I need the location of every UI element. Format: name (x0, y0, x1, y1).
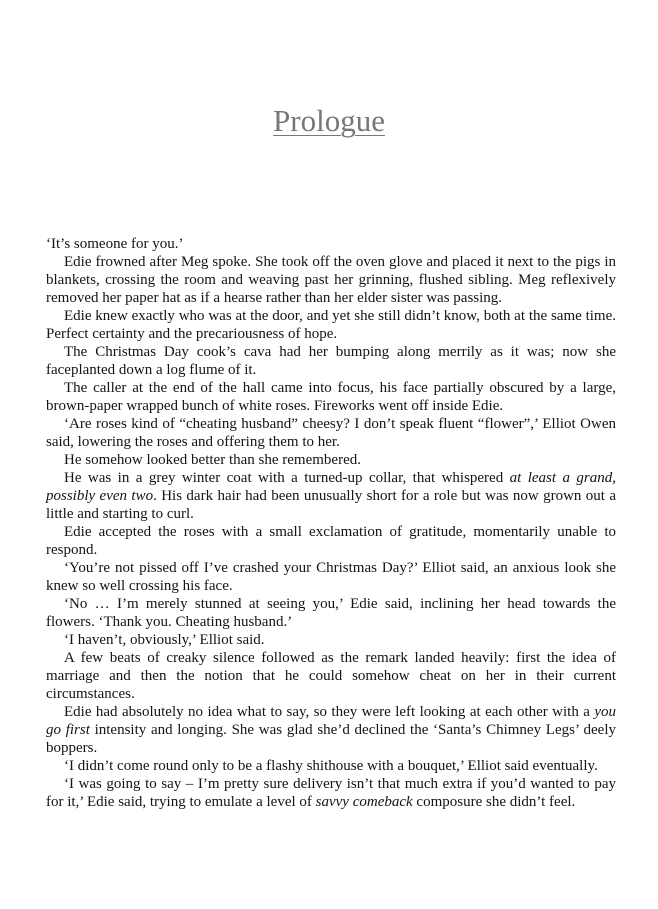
text-run: ‘I was going to say – I’m pretty sure delivery isn’t that much extra if you’d wanted to pay for it,’ Edie said, trying to emulate a level of (46, 776, 616, 810)
italic-text: you go first (46, 704, 616, 738)
paragraph (46, 235, 616, 253)
paragraph (46, 379, 616, 415)
paragraph (46, 775, 616, 811)
paragraph (46, 559, 616, 595)
text-run: Edie frowned after Meg spoke. She took off the oven glove and placed it next to the pigs in blankets, crossing the room and weaving past her grinning, flushed sibling. Meg reflexively removed her paper hat as if a hearse rather than her elder sister was passing. (46, 254, 616, 306)
paragraph (46, 307, 616, 343)
italic-text: at least a grand, possibly even two (46, 470, 616, 504)
paragraph (46, 703, 616, 757)
paragraph (46, 595, 616, 631)
text-run: He somehow looked better than she remembered. (64, 452, 361, 468)
text-run: The caller at the end of the hall came into focus, his face partially obscured by a large, brown-paper wrapped bunch of white roses. Fireworks went off inside Edie. (46, 380, 616, 414)
text-run: . His dark hair had been unusually short for a role but was now grown out a little and starting to curl. (46, 488, 616, 522)
text-run: A few beats of creaky silence followed as the remark landed heavily: first the idea of marriage and then the notion that he could somehow cheat on her in their current circumstances. (46, 650, 616, 702)
paragraph (46, 523, 616, 559)
text-run: ‘I haven’t, obviously,’ Elliot said. (64, 632, 265, 648)
paragraph (46, 631, 616, 649)
paragraph (46, 343, 616, 379)
text-run: Edie knew exactly who was at the door, and yet she still didn’t know, both at the same time. Perfect certainty and the precariousness of hope. (46, 308, 616, 342)
paragraph (46, 415, 616, 451)
chapter-title: Prologue (273, 103, 385, 138)
paragraph (46, 451, 616, 469)
text-run: He was in a grey winter coat with a turned-up collar, that whispered (64, 470, 510, 486)
text-run: ‘No … I’m merely stunned at seeing you,’ Edie said, inclining her head towards the flowers. ‘Thank you. Cheating husband.’ (46, 596, 616, 630)
text-run: intensity and longing. She was glad she’d declined the ‘Santa’s Chimney Legs’ deely boppers. (46, 722, 617, 756)
paragraph (46, 757, 616, 775)
italic-text: savvy comeback (315, 794, 413, 810)
paragraph (46, 469, 616, 523)
paragraph (46, 253, 616, 307)
text-run: ‘You’re not pissed off I’ve crashed your Christmas Day?’ Elliot said, an anxious look she knew so well crossing his face. (46, 560, 616, 594)
paragraph (46, 649, 616, 703)
text-run: ‘I didn’t come round only to be a flashy shithouse with a bouquet,’ Elliot said eventually. (64, 758, 598, 774)
text-run: ‘Are roses kind of “cheating husband” cheesy? I don’t speak fluent “flower”,’ Elliot Owen said, lowering the roses and offering them to her. (46, 416, 616, 450)
text-run: The Christmas Day cook’s cava had her bumping along merrily as it was; now she faceplanted down a log flume of it. (46, 344, 616, 378)
chapter-body (46, 235, 616, 811)
text-run: Edie had absolutely no idea what to say, so they were left looking at each other with a (64, 704, 595, 720)
text-run: ‘It’s someone for you.’ (46, 236, 184, 252)
text-run: composure she didn’t feel. (412, 794, 576, 810)
text-run: Edie accepted the roses with a small exclamation of gratitude, momentarily unable to respond. (46, 524, 616, 558)
